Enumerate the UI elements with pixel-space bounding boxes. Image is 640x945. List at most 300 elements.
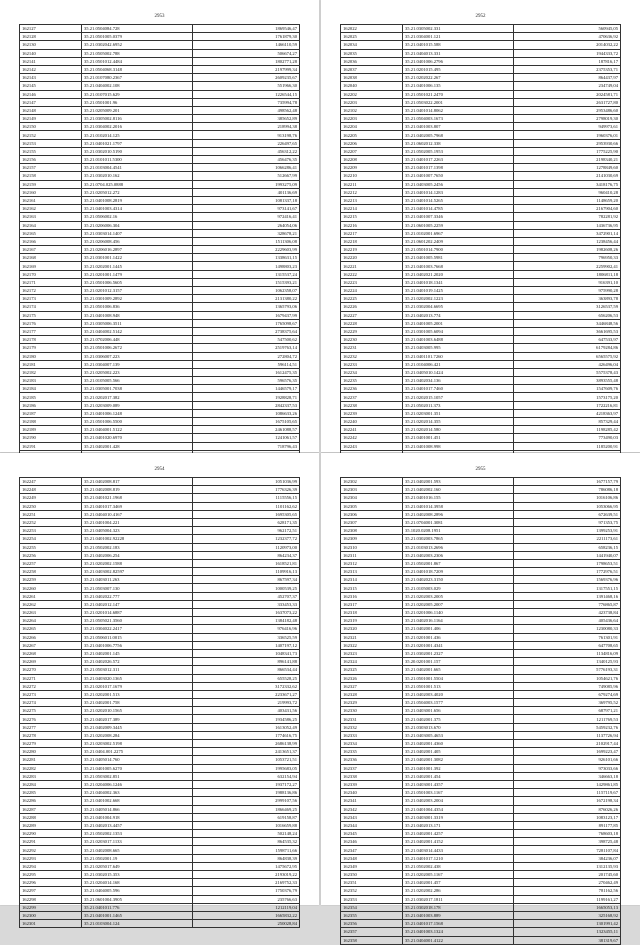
row-code-cell: 35.21.0403005.4653 [403, 731, 514, 739]
row-amount-cell: 2169752,33 [193, 879, 300, 887]
row-id-cell: 162304 [341, 494, 403, 502]
row-amount-cell: 1051036,99 [193, 478, 300, 486]
row-code-cell: 35.21.0602012.338 [403, 139, 514, 147]
row-amount-cell: 3446848,56 [514, 319, 621, 327]
row-amount-cell: 336525,59 [193, 633, 300, 641]
table-row [341, 65, 621, 73]
row-id-cell: 162355 [341, 911, 403, 919]
row-id-cell: 162173 [20, 295, 82, 303]
row-code-cell: 35.21.0401002.92228 [82, 535, 193, 543]
row-id-cell: 162276 [20, 715, 82, 723]
row-id-cell: 162338 [341, 772, 403, 780]
row-code-cell: 35.21.0502005.1953 [403, 147, 514, 155]
data-table [19, 24, 300, 475]
row-code-cell: 35.21.0202005.2007 [403, 600, 514, 608]
row-amount-cell: 502148,24 [193, 830, 300, 838]
row-id-cell: 162149 [20, 115, 82, 123]
table-row [341, 393, 621, 401]
row-id-cell: 162164 [20, 221, 82, 229]
row-code-cell: 35.21.0402008.2896 [403, 510, 514, 518]
row-id-cell: 162346 [341, 838, 403, 846]
row-id-cell: 162343 [341, 813, 403, 821]
row-id-cell: 162284 [20, 780, 82, 788]
document-page [321, 0, 640, 452]
table-row [20, 920, 300, 928]
row-id-cell: 162222 [341, 270, 403, 278]
row-code-cell: 35.21.0402008.817 [82, 478, 193, 486]
row-amount-cell: 3893555,48 [514, 377, 621, 385]
row-amount-cell: 2609235,67 [193, 74, 300, 82]
row-amount-cell: 2842337,53 [193, 401, 300, 409]
row-amount-cell: 2197999,34 [193, 65, 300, 73]
row-code-cell: 35.21.0402026.572 [82, 658, 193, 666]
row-code-cell: 35.21.0303014.1407 [82, 229, 193, 237]
row-code-cell: 35.21.0401019.1425 [403, 287, 514, 295]
table-row [20, 838, 300, 846]
row-amount-cell: 456476,35 [193, 156, 300, 164]
table-row [20, 106, 300, 114]
row-id-cell: 162025 [341, 33, 403, 41]
row-amount-cell: 498562,48 [193, 106, 300, 114]
table-row [341, 576, 621, 584]
row-code-cell: 35.21.0401002.668 [82, 797, 193, 805]
row-id-cell: 162102 [341, 106, 403, 114]
row-code-cell: 35.21.0403011.263 [82, 576, 193, 584]
row-amount-cell: 398725,48 [514, 838, 621, 846]
row-amount-cell: 325168,92 [514, 911, 621, 919]
row-amount-cell: 1315537,24 [193, 270, 300, 278]
row-id-cell: 162259 [20, 576, 82, 584]
table-row [341, 205, 621, 213]
row-amount-cell: 786086,18 [514, 486, 621, 494]
row-id-cell: 162165 [20, 229, 82, 237]
table-row [20, 327, 300, 335]
row-id-cell: 162339 [341, 780, 403, 788]
row-code-cell: 35.21.0401005.2001 [403, 319, 514, 327]
row-code-cell: 35.21.0402002.160 [403, 486, 514, 494]
row-amount-cell: 218994,38 [193, 123, 300, 131]
row-id-cell: 162211 [341, 180, 403, 188]
row-code-cell: 35.21.0304007.139 [82, 360, 193, 368]
table-row [20, 434, 300, 442]
row-id-cell: 162256 [20, 551, 82, 559]
table-row [341, 928, 621, 936]
row-code-cell: 35.21.0203001.351 [403, 409, 514, 417]
table-row [341, 641, 621, 649]
row-code-cell: 35.21.0401021.1797 [82, 139, 193, 147]
row-id-cell: 162188 [20, 418, 82, 426]
row-id-cell: 162146 [20, 90, 82, 98]
row-code-cell: 35.21.0504003.1577 [403, 699, 514, 707]
table-row [20, 164, 300, 172]
row-code-cell: 35.21.0501006.5605 [82, 278, 193, 286]
table-row [20, 568, 300, 576]
row-amount-cell: 5459232,76 [514, 723, 621, 731]
table-row [20, 278, 300, 286]
table-row [341, 756, 621, 764]
table-row [341, 147, 621, 155]
row-amount-cell: 596114,51 [193, 360, 300, 368]
row-amount-cell: 2259902,41 [514, 262, 621, 270]
table-row [341, 887, 621, 895]
table-row [20, 377, 300, 385]
row-id-cell: 162299 [20, 903, 82, 911]
row-code-cell: 35.21.0101011.5300 [82, 156, 193, 164]
row-code-cell: 35.21.0401003.6488 [403, 336, 514, 344]
row-amount-cell: 1677157,79 [514, 478, 621, 486]
row-amount-cell: 1109916,13 [193, 568, 300, 576]
row-amount-cell: 867597,34 [193, 576, 300, 584]
row-code-cell: 35.21.0401017.1398 [403, 164, 514, 172]
table-row [341, 649, 621, 657]
row-amount-cell: 2953486,60 [514, 106, 621, 114]
row-code-cell: 35.21.0102001.6967 [403, 229, 514, 237]
row-id-cell: 162217 [341, 229, 403, 237]
row-code-cell: 35.21.0501012.4484 [82, 57, 193, 65]
row-id-cell: 162331 [341, 715, 403, 723]
row-id-cell: 162300 [20, 911, 82, 919]
table-row [20, 385, 300, 393]
row-code-cell: 35.21.0202015.1057 [403, 393, 514, 401]
table-row [20, 690, 300, 698]
row-id-cell: 162225 [341, 295, 403, 303]
row-id-cell: 162142 [20, 65, 82, 73]
table-row [341, 936, 621, 944]
row-code-cell: 35.21.0104006.421 [403, 360, 514, 368]
row-amount-cell: 1199161,27 [514, 895, 621, 903]
row-code-cell: 35.21.0402008.819 [82, 486, 193, 494]
row-code-cell: 35.21.0401001.1465 [82, 911, 193, 919]
row-id-cell: 162034 [341, 41, 403, 49]
row-id-cell: 162265 [20, 625, 82, 633]
row-code-cell: 35.21.0402001.145 [82, 649, 193, 657]
row-amount-cell: 776865,87 [514, 600, 621, 608]
row-code-cell: 35.21.0404001.4122 [403, 936, 514, 944]
row-amount-cell: 1802771,28 [193, 57, 300, 65]
row-code-cell: 35.21.0305006.3511 [82, 319, 193, 327]
row-amount-cell: 1429861,85 [514, 780, 621, 788]
table-row [20, 887, 300, 895]
row-amount-cell: 1765098,67 [193, 319, 300, 327]
row-amount-cell: 3418176,75 [514, 180, 621, 188]
row-code-cell: 35.21.0504068.3148 [82, 65, 193, 73]
row-code-cell: 35.21.0402001.4152 [403, 838, 514, 846]
row-code-cell: 35.21.0202022.267 [403, 74, 514, 82]
row-code-cell: 35.21.0201001.4341 [403, 641, 514, 649]
row-amount-cell: 1866469,25 [193, 805, 300, 813]
row-id-cell: 162292 [20, 846, 82, 854]
row-amount-cell: 1016659,88 [193, 821, 300, 829]
table-row [20, 854, 300, 862]
row-code-cell: 35.21.0403001.4357 [403, 780, 514, 788]
row-amount-cell: 405436,64 [514, 617, 621, 625]
table-row [20, 246, 300, 254]
table-row [341, 879, 621, 887]
row-id-cell: 162167 [20, 246, 82, 254]
row-code-cell: 35.21.0501006.836 [82, 303, 193, 311]
row-code-cell: 35.21.0402013.774 [403, 311, 514, 319]
row-amount-cell: 632154,94 [193, 772, 300, 780]
row-id-cell: 162261 [20, 592, 82, 600]
table-row [341, 229, 621, 237]
table-row [341, 862, 621, 870]
row-id-cell: 162162 [20, 205, 82, 213]
row-amount-cell: 949973,61 [514, 123, 621, 131]
table-row [341, 772, 621, 780]
row-code-cell: 35.21.0501001.513 [403, 682, 514, 690]
row-amount-cell: 333453,33 [193, 600, 300, 608]
table-row [341, 131, 621, 139]
table-row [341, 221, 621, 229]
row-code-cell: 35.21.0302015.353 [82, 871, 193, 879]
row-code-cell: 35.21.0402034.136 [403, 377, 514, 385]
row-id-cell: 162180 [20, 352, 82, 360]
row-amount-cell: 1995683,05 [193, 764, 300, 772]
table-row [20, 772, 300, 780]
row-code-cell: 35.21.0201001.1479 [82, 270, 193, 278]
row-id-cell: 162268 [20, 649, 82, 657]
row-code-cell: 35.21.0402001.665 [403, 666, 514, 674]
row-id-cell: 162269 [20, 658, 82, 666]
row-amount-cell: 960410,28 [514, 188, 621, 196]
row-id-cell: 162035 [341, 49, 403, 57]
row-id-cell: 162306 [341, 510, 403, 518]
row-code-cell: 35.21.0206006.304 [82, 221, 193, 229]
page-number: 2954 [154, 467, 165, 472]
row-amount-cell: 1637073,22 [193, 609, 300, 617]
table-row [20, 74, 300, 82]
table-row [341, 57, 621, 65]
row-id-cell: 162252 [20, 518, 82, 526]
row-amount-cell: 1391468,16 [514, 592, 621, 600]
row-code-cell: 35.21.0404002.5142 [82, 327, 193, 335]
row-id-cell: 162127 [20, 25, 82, 33]
table-row [20, 65, 300, 73]
table-row [20, 82, 300, 90]
table-row [341, 568, 621, 576]
table-row [20, 319, 300, 327]
row-amount-cell: 864234,37 [193, 551, 300, 559]
row-code-cell: 35.21.0401016.155 [403, 494, 514, 502]
row-code-cell: 35.21.0505002.788 [82, 49, 193, 57]
row-code-cell: 35.21.0403001.3319 [403, 813, 514, 821]
row-code-cell: 35.21.0202002.1223 [403, 295, 514, 303]
row-id-cell: 162295 [20, 871, 82, 879]
row-amount-cell: 1399253,91 [514, 527, 621, 535]
row-code-cell: 35.21.0305002.8116 [82, 115, 193, 123]
row-amount-cell: 363893,78 [514, 295, 621, 303]
row-id-cell: 162321 [341, 633, 403, 641]
row-amount-cell: 1547609,76 [514, 385, 621, 393]
row-code-cell: 35.21.0401015.588 [403, 41, 514, 49]
row-amount-cell: 864838,39 [193, 854, 300, 862]
row-amount-cell: 2519763,14 [193, 344, 300, 352]
table-row [341, 797, 621, 805]
row-code-cell: 35.21.0202002.1588 [82, 559, 193, 567]
row-code-cell: 35.21.0502011.373 [403, 401, 514, 409]
row-id-cell: 162279 [20, 740, 82, 748]
table-row [20, 879, 300, 887]
row-code-cell: 35.21.0401001.392 [403, 764, 514, 772]
table-row [20, 903, 300, 911]
row-code-cell: 35.21.0304002.2016 [82, 123, 193, 131]
row-id-cell: 162303 [341, 486, 403, 494]
table-row [341, 319, 621, 327]
row-code-cell: 35.21.0202008.284 [82, 731, 193, 739]
row-id-cell: 162163 [20, 213, 82, 221]
row-amount-cell: 2798019,30 [514, 115, 621, 123]
row-code-cell: 35.21.0201012.3157 [82, 287, 193, 295]
row-id-cell: 162240 [341, 418, 403, 426]
row-id-cell: 162219 [341, 246, 403, 254]
row-amount-cell: 2233671,27 [193, 690, 300, 698]
row-id-cell: 162266 [20, 633, 82, 641]
table-row [20, 311, 300, 319]
row-code-cell: 35.21.0107015.629 [82, 90, 193, 98]
row-id-cell: 162143 [20, 74, 82, 82]
table-row [20, 551, 300, 559]
row-code-cell: 35.21.0404013.331 [403, 49, 514, 57]
row-code-cell: 35.21.0506002.16 [82, 213, 193, 221]
row-id-cell: 162128 [20, 33, 82, 41]
row-amount-cell: 1774616,75 [193, 731, 300, 739]
row-code-cell: 35.21.0203017.1133 [82, 838, 193, 846]
row-amount-cell: 864437,97 [514, 74, 621, 82]
row-amount-cell: 749085,96 [514, 682, 621, 690]
row-id-cell: 162234 [341, 368, 403, 376]
table-row [20, 442, 300, 450]
row-code-cell: 35.21.0202014.355 [403, 418, 514, 426]
document-page [0, 453, 319, 927]
table-row [20, 287, 300, 295]
row-code-cell: 35.21.0401008.948 [82, 311, 193, 319]
row-code-cell: 35.21.0401007.7650 [403, 172, 514, 180]
row-amount-cell: 1016106,86 [514, 494, 621, 502]
row-id-cell: 162314 [341, 576, 403, 584]
table-row [20, 699, 300, 707]
row-code-cell: 35.21.0202017.382 [82, 393, 193, 401]
row-id-cell: 162158 [20, 172, 82, 180]
row-code-cell: 35.21.0502001.19 [82, 854, 193, 862]
table-row [341, 617, 621, 625]
row-code-cell: 35.21.0401005.5981 [403, 254, 514, 262]
table-row [20, 666, 300, 674]
row-code-cell: 35.21.0401014.3958 [403, 502, 514, 510]
row-code-cell: 35.21.0102014.125 [82, 131, 193, 139]
row-code-cell: 35.21.0401001.451 [403, 434, 514, 442]
row-code-cell: 35.21.0501003.1167 [403, 789, 514, 797]
table-row [20, 156, 300, 164]
row-code-cell: 35.21.0401003.7668 [403, 262, 514, 270]
table-row [20, 41, 300, 49]
row-amount-cell: 913198,76 [193, 131, 300, 139]
row-amount-cell: 1798653,51 [514, 559, 621, 567]
row-code-cell: 35.21.0401003.889 [403, 911, 514, 919]
table-row [20, 131, 300, 139]
table-row [341, 106, 621, 114]
table-row [341, 41, 621, 49]
row-amount-cell: 1054621,76 [514, 674, 621, 682]
row-amount-cell: 1511306,08 [193, 237, 300, 245]
row-amount-cell: 1048341,73 [193, 649, 300, 657]
row-id-cell: 162288 [20, 813, 82, 821]
table-row [20, 360, 300, 368]
row-id-cell: 162275 [20, 707, 82, 715]
table-row [341, 180, 621, 188]
row-code-cell: 35.21.0202003.2005 [403, 592, 514, 600]
table-row [341, 682, 621, 690]
row-amount-cell: 1695305,65 [193, 510, 300, 518]
row-id-cell: 162203 [341, 115, 403, 123]
row-amount-cell: 1988136,86 [193, 789, 300, 797]
row-id-cell: 162271 [20, 674, 82, 682]
row-code-cell: 35.21.0503002.851 [82, 772, 193, 780]
row-code-cell: 35.21.0205009.201 [82, 106, 193, 114]
row-code-cell: 35.21.0302001.2327 [403, 649, 514, 657]
row-amount-cell: 1137726,94 [514, 731, 621, 739]
table-row [20, 486, 300, 494]
row-amount-cell: 926101,66 [514, 756, 621, 764]
table-row [341, 715, 621, 723]
row-code-cell: 35.21.0501005.0379 [82, 33, 193, 41]
table-row [20, 254, 300, 262]
row-amount-cell: 973141,67 [193, 205, 300, 213]
row-amount-cell: 272804,72 [193, 352, 300, 360]
row-id-cell: 162183 [20, 377, 82, 385]
row-code-cell: 35.21.0201017.1679 [82, 682, 193, 690]
row-amount-cell: 1312135,93 [514, 862, 621, 870]
table-row [341, 98, 621, 106]
row-amount-cell: 328678,21 [193, 229, 300, 237]
row-id-cell: 162141 [20, 57, 82, 65]
row-amount-cell: 866534,44 [193, 666, 300, 674]
row-code-cell: 35.21.0205017.649 [82, 862, 193, 870]
table-row [20, 295, 300, 303]
table-row [20, 756, 300, 764]
row-amount-cell: 916391,10 [514, 278, 621, 286]
row-id-cell: 162172 [20, 287, 82, 295]
table-row [341, 871, 621, 879]
table-row [20, 805, 300, 813]
row-id-cell: 162319 [341, 617, 403, 625]
row-amount-cell: 782281,92 [514, 213, 621, 221]
row-id-cell: 162140 [20, 49, 82, 57]
table-row [20, 740, 300, 748]
row-id-cell: 162231 [341, 344, 403, 352]
row-code-cell: 35.21.0401003.1324 [403, 928, 514, 936]
row-id-cell: 162286 [20, 797, 82, 805]
row-code-cell: 35.21.0203002.5198 [82, 740, 193, 748]
table-row [341, 895, 621, 903]
row-id-cell: 162305 [341, 502, 403, 510]
row-code-cell: 35.21.0401018.7209 [403, 568, 514, 576]
table-row [20, 344, 300, 352]
row-id-cell: 162260 [20, 584, 82, 592]
row-id-cell: 162182 [20, 368, 82, 376]
table-row [341, 805, 621, 813]
row-code-cell: 35.21.0305002.331 [403, 25, 514, 33]
row-id-cell: 162347 [341, 846, 403, 854]
row-id-cell: 162250 [20, 502, 82, 510]
row-id-cell: 162296 [20, 879, 82, 887]
row-code-cell: 35.21.0402001.3082 [403, 756, 514, 764]
row-code-cell: 35.21.0402022.777 [82, 592, 193, 600]
table-row [20, 641, 300, 649]
row-id-cell: 162273 [20, 690, 82, 698]
row-id-cell: 162349 [341, 862, 403, 870]
row-id-cell: 162160 [20, 188, 82, 196]
row-amount-cell: 2413651,37 [193, 748, 300, 756]
